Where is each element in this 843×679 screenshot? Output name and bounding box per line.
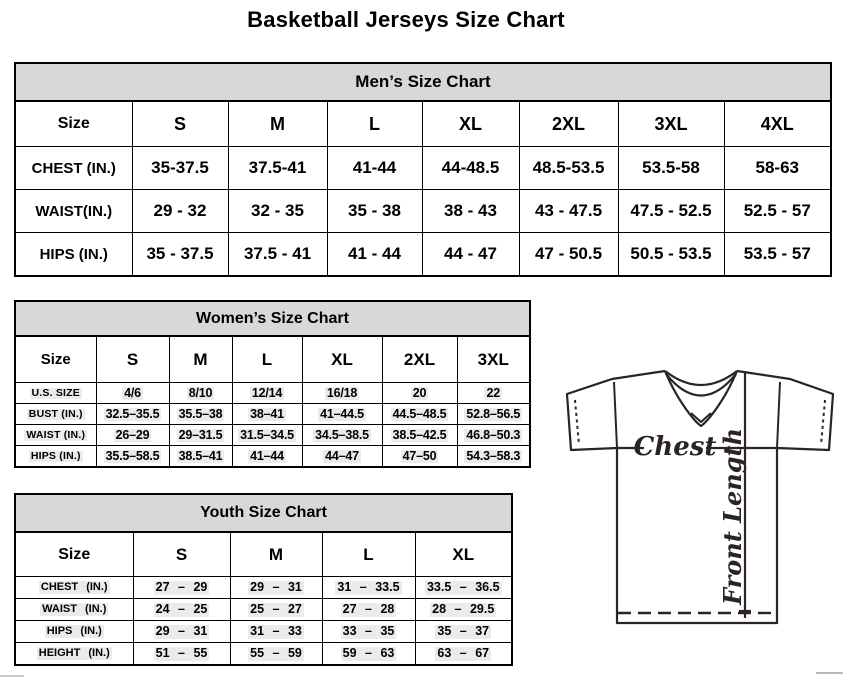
cell-value: 26–29 bbox=[115, 427, 150, 442]
size-cell: 44 - 47 bbox=[422, 233, 519, 277]
chest-label: Chest bbox=[633, 432, 717, 462]
table-row bbox=[15, 621, 512, 643]
cell-value: 4/6 bbox=[124, 385, 141, 400]
cell-value: 35.5–38 bbox=[178, 406, 223, 421]
cell-value: HEIGHT (IN.) bbox=[38, 647, 110, 660]
table-row bbox=[15, 494, 512, 532]
size-cell: 35-37.5 bbox=[132, 147, 228, 190]
size-cell bbox=[96, 383, 169, 404]
cell-value: 25 – 27 bbox=[250, 602, 302, 617]
cell-value: 29 – 31 bbox=[250, 580, 302, 595]
size-cell bbox=[382, 404, 457, 425]
page-title: Basketball Jerseys Size Chart bbox=[247, 7, 565, 32]
cell-value: 31.5–34.5 bbox=[240, 427, 294, 442]
cell-value: HIPS (IN.) bbox=[46, 625, 102, 638]
size-cell: 58-63 bbox=[724, 147, 831, 190]
size-cell bbox=[415, 599, 512, 621]
cell-value: 59 – 63 bbox=[342, 646, 395, 661]
column-header: 2XL bbox=[382, 336, 457, 383]
womens-size-chart-table bbox=[14, 300, 531, 468]
jersey-side-seam-right bbox=[777, 382, 780, 448]
size-cell bbox=[133, 643, 230, 666]
size-cell: 37.5-41 bbox=[228, 147, 327, 190]
youth-size-chart-table bbox=[14, 493, 513, 666]
cell-value: 33.5 – 36.5 bbox=[426, 580, 500, 595]
size-cell bbox=[382, 446, 457, 468]
column-header: M bbox=[228, 101, 327, 147]
row-label bbox=[15, 577, 133, 599]
cell-value: 38–41 bbox=[250, 406, 284, 421]
table-row bbox=[15, 101, 831, 147]
cell-value: WAIST (IN.) bbox=[42, 603, 107, 616]
cell-value: 29 – 31 bbox=[155, 624, 208, 639]
size-cell bbox=[169, 446, 232, 468]
column-header: L bbox=[327, 101, 422, 147]
cell-value: HIPS (IN.) bbox=[30, 449, 81, 462]
row-label bbox=[15, 599, 133, 621]
cell-value: 27 – 28 bbox=[342, 602, 395, 617]
size-cell: 47.5 - 52.5 bbox=[618, 190, 724, 233]
cell-value: 41–44 bbox=[250, 448, 284, 463]
mens-chart-title: Men’s Size Chart bbox=[15, 63, 831, 101]
cell-value: 52.8–56.5 bbox=[466, 406, 521, 421]
size-cell bbox=[96, 446, 169, 468]
column-header: M bbox=[169, 336, 232, 383]
table-row bbox=[15, 383, 530, 404]
column-header: XL bbox=[302, 336, 382, 383]
cell-value: 16/18 bbox=[326, 385, 358, 400]
column-header: 3XL bbox=[457, 336, 530, 383]
cell-value: 35 – 37 bbox=[437, 624, 490, 639]
column-header: S bbox=[132, 101, 228, 147]
size-cell bbox=[230, 577, 322, 599]
column-header: 4XL bbox=[724, 101, 831, 147]
jersey-measurement-diagram bbox=[555, 360, 843, 660]
size-cell bbox=[457, 404, 530, 425]
size-cell bbox=[457, 425, 530, 446]
cell-value: 22 bbox=[486, 385, 500, 400]
size-cell bbox=[230, 621, 322, 643]
column-header: XL bbox=[415, 532, 512, 577]
size-cell bbox=[415, 621, 512, 643]
size-cell: 53.5-58 bbox=[618, 147, 724, 190]
cell-value: 8/10 bbox=[188, 385, 213, 400]
cell-value: 41–44.5 bbox=[320, 406, 364, 421]
size-cell bbox=[302, 404, 382, 425]
edge-artifact-left bbox=[0, 675, 24, 677]
table-row bbox=[15, 643, 512, 666]
table-row bbox=[15, 63, 831, 101]
table-row bbox=[15, 190, 831, 233]
row-label bbox=[15, 404, 96, 425]
column-header: Size bbox=[15, 101, 132, 147]
column-header: Size bbox=[15, 532, 133, 577]
cell-value: WAIST (IN.) bbox=[26, 428, 86, 441]
size-cell bbox=[232, 383, 302, 404]
size-cell: 50.5 - 53.5 bbox=[618, 233, 724, 277]
size-cell: 32 - 35 bbox=[228, 190, 327, 233]
cell-value: 54.3–58.3 bbox=[466, 448, 521, 463]
table-row bbox=[15, 336, 530, 383]
cell-value: 12/14 bbox=[251, 385, 283, 400]
edge-artifact-right bbox=[816, 672, 843, 674]
size-cell bbox=[457, 383, 530, 404]
cell-value: 27 – 29 bbox=[155, 580, 208, 595]
column-header: S bbox=[133, 532, 230, 577]
cell-value: 44–47 bbox=[325, 448, 359, 463]
size-cell bbox=[133, 621, 230, 643]
cell-value: 33 – 35 bbox=[342, 624, 395, 639]
column-header: 2XL bbox=[519, 101, 618, 147]
size-cell bbox=[457, 446, 530, 468]
cell-value: 47–50 bbox=[402, 448, 437, 463]
size-cell: 35 - 38 bbox=[327, 190, 422, 233]
size-cell bbox=[133, 599, 230, 621]
cell-value: 28 – 29.5 bbox=[432, 602, 495, 617]
size-cell: 35 - 37.5 bbox=[132, 233, 228, 277]
table-row bbox=[15, 577, 512, 599]
mens-size-chart-table bbox=[14, 62, 832, 277]
cell-value: 31 – 33 bbox=[250, 624, 302, 639]
column-header: M bbox=[230, 532, 322, 577]
column-header: XL bbox=[422, 101, 519, 147]
cell-value: 46.8–50.3 bbox=[466, 427, 521, 442]
size-cell bbox=[302, 383, 382, 404]
row-label bbox=[15, 446, 96, 468]
size-cell bbox=[322, 643, 415, 666]
table-row bbox=[15, 599, 512, 621]
cell-value: 63 – 67 bbox=[437, 646, 490, 661]
size-cell bbox=[133, 577, 230, 599]
size-cell bbox=[232, 446, 302, 468]
table-row bbox=[15, 233, 831, 277]
row-label: HIPS (IN.) bbox=[15, 233, 132, 277]
cell-value: 38.5–42.5 bbox=[392, 427, 447, 442]
cell-value: 29–31.5 bbox=[178, 427, 223, 442]
size-cell bbox=[415, 643, 512, 666]
size-cell bbox=[169, 383, 232, 404]
cell-value: 44.5–48.5 bbox=[392, 406, 447, 421]
cell-value: U.S. SIZE bbox=[31, 386, 80, 399]
size-cell bbox=[382, 383, 457, 404]
size-cell bbox=[302, 446, 382, 468]
cell-value: 51 – 55 bbox=[155, 646, 208, 661]
size-cell bbox=[322, 599, 415, 621]
size-cell bbox=[169, 404, 232, 425]
size-cell: 38 - 43 bbox=[422, 190, 519, 233]
size-cell: 52.5 - 57 bbox=[724, 190, 831, 233]
column-header: S bbox=[96, 336, 169, 383]
table-row bbox=[15, 147, 831, 190]
size-cell: 29 - 32 bbox=[132, 190, 228, 233]
cell-value: CHEST (IN.) bbox=[40, 581, 108, 594]
jersey-outline bbox=[567, 371, 833, 623]
size-cell bbox=[230, 599, 322, 621]
column-header: 3XL bbox=[618, 101, 724, 147]
row-label bbox=[15, 621, 133, 643]
table-row bbox=[15, 532, 512, 577]
size-cell bbox=[322, 577, 415, 599]
womens-chart-title: Women’s Size Chart bbox=[15, 301, 530, 336]
size-cell bbox=[322, 621, 415, 643]
column-header: L bbox=[232, 336, 302, 383]
cell-value: 34.5–38.5 bbox=[315, 427, 369, 442]
size-cell: 43 - 47.5 bbox=[519, 190, 618, 233]
cell-value: 24 – 25 bbox=[155, 602, 208, 617]
size-cell bbox=[382, 425, 457, 446]
cell-value: 35.5–58.5 bbox=[105, 448, 160, 463]
table-row bbox=[15, 425, 530, 446]
cell-value: 20 bbox=[412, 385, 427, 400]
cell-value: 55 – 59 bbox=[250, 646, 302, 661]
size-cell: 44-48.5 bbox=[422, 147, 519, 190]
cell-value: 38.5–41 bbox=[178, 448, 223, 463]
table-row bbox=[15, 404, 530, 425]
cell-value: 31 – 33.5 bbox=[337, 580, 400, 595]
size-cell: 53.5 - 57 bbox=[724, 233, 831, 277]
size-cell bbox=[169, 425, 232, 446]
size-cell bbox=[415, 577, 512, 599]
row-label bbox=[15, 425, 96, 446]
size-cell bbox=[302, 425, 382, 446]
sleeve-cuff-right-dashed-line bbox=[821, 400, 825, 445]
row-label bbox=[15, 383, 96, 404]
size-cell: 41-44 bbox=[327, 147, 422, 190]
cell-value: BUST (IN.) bbox=[28, 407, 83, 420]
size-cell bbox=[230, 643, 322, 666]
cell-value: 32.5–35.5 bbox=[105, 406, 160, 421]
column-header: L bbox=[322, 532, 415, 577]
size-cell bbox=[232, 425, 302, 446]
column-header: Size bbox=[15, 336, 96, 383]
sleeve-cuff-left-dashed-line bbox=[575, 400, 579, 445]
size-cell bbox=[96, 404, 169, 425]
size-cell bbox=[96, 425, 169, 446]
front-length-label: Front Length bbox=[718, 427, 747, 605]
table-row bbox=[15, 446, 530, 468]
youth-chart-title: Youth Size Chart bbox=[15, 494, 512, 532]
row-label: WAIST(IN.) bbox=[15, 190, 132, 233]
size-cell bbox=[232, 404, 302, 425]
row-label bbox=[15, 643, 133, 666]
size-cell: 48.5-53.5 bbox=[519, 147, 618, 190]
size-cell: 41 - 44 bbox=[327, 233, 422, 277]
jersey-side-seam-left bbox=[614, 382, 617, 448]
row-label: CHEST (IN.) bbox=[15, 147, 132, 190]
table-row bbox=[15, 301, 530, 336]
size-cell: 47 - 50.5 bbox=[519, 233, 618, 277]
size-cell: 37.5 - 41 bbox=[228, 233, 327, 277]
